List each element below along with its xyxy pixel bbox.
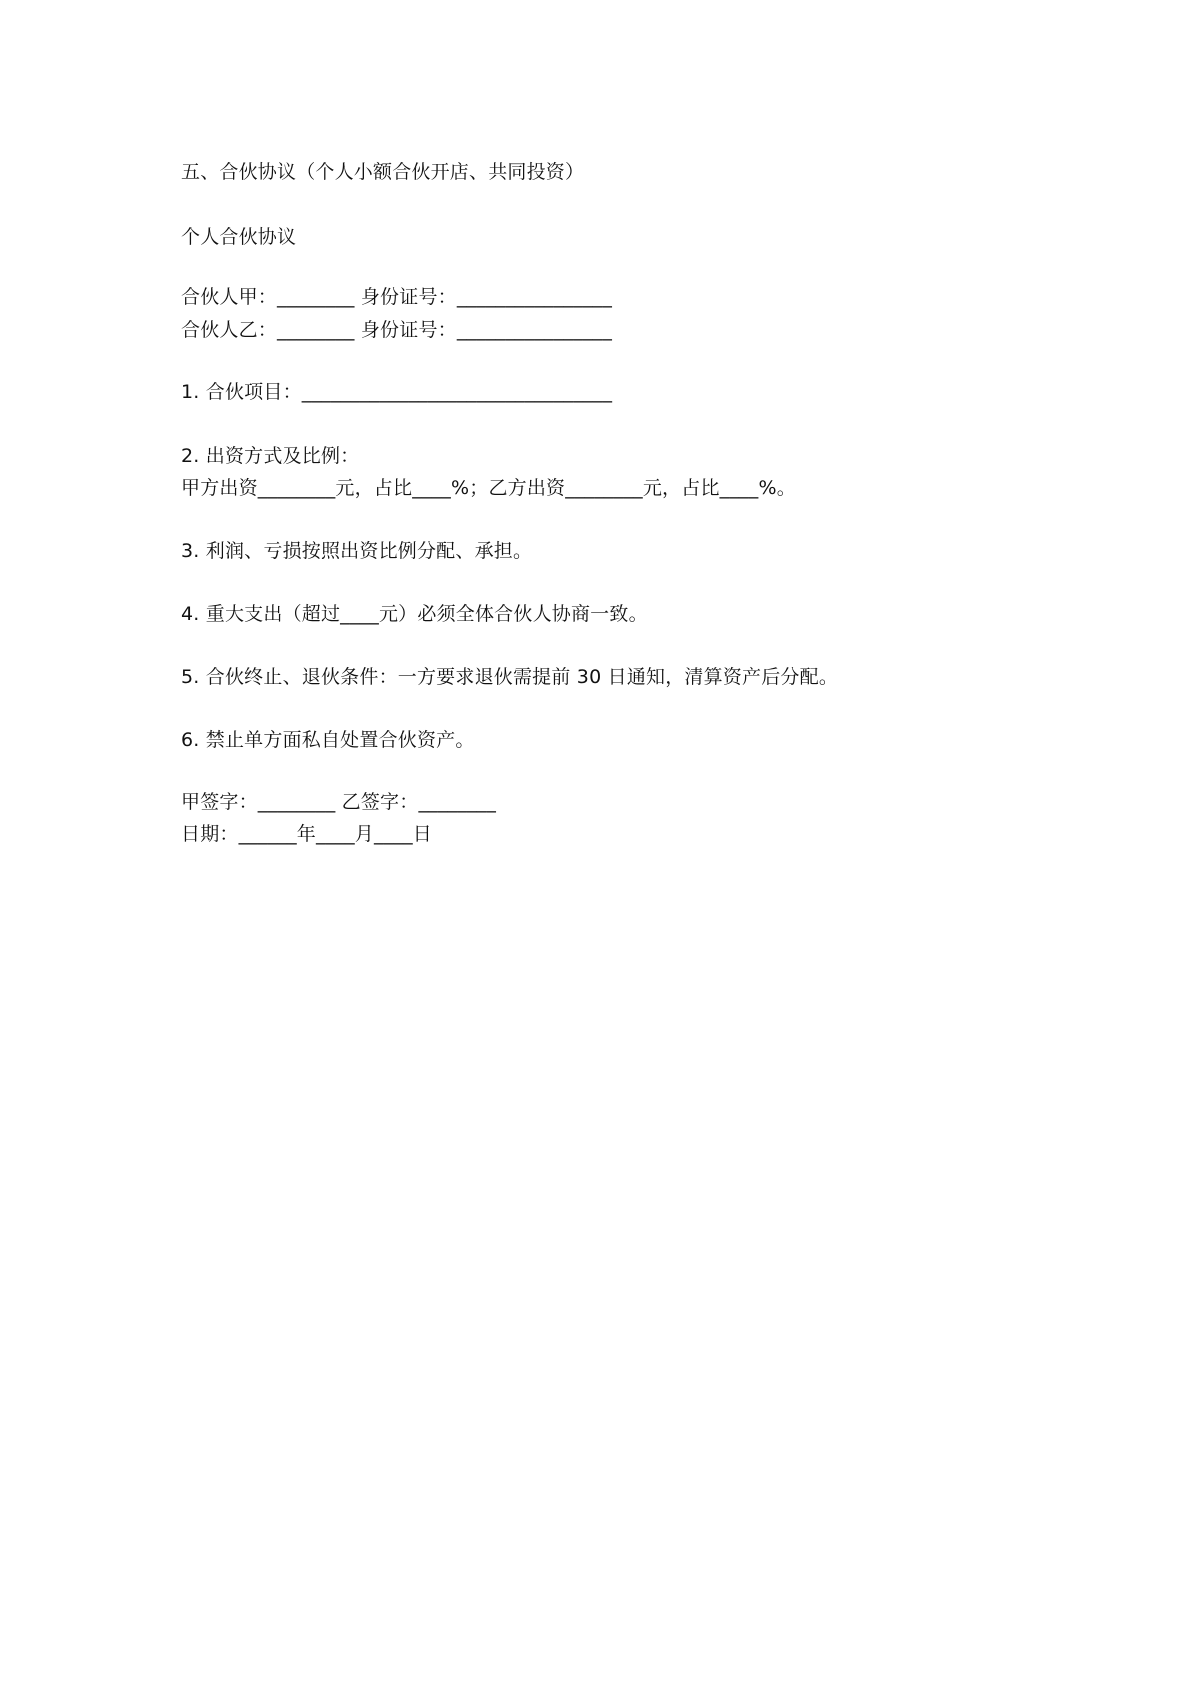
signature-line: 甲签字：________ 乙签字：________ — [181, 791, 497, 813]
clause-1: 1. 合伙项目：________________________________ — [181, 381, 613, 403]
clause-3: 3. 利润、亏损按照出资比例分配、承担。 — [181, 540, 533, 562]
clause-5: 5. 合伙终止、退伙条件：一方要求退伙需提前 30 日通知，清算资产后分配。 — [181, 666, 839, 688]
section-heading: 五、合伙协议（个人小额合伙开店、共同投资） — [181, 161, 585, 183]
partner-a-line: 合伙人甲：________ 身份证号：________________ — [181, 286, 613, 308]
clause-2-heading: 2. 出资方式及比例： — [181, 445, 360, 467]
date-line: 日期：______年____月____日 — [181, 823, 433, 845]
clause-2-detail: 甲方出资________元，占比____%；乙方出资________元，占比____%。 — [181, 477, 796, 499]
clause-6: 6. 禁止单方面私自处置合伙资产。 — [181, 729, 475, 751]
partner-b-line: 合伙人乙：________ 身份证号：________________ — [181, 319, 613, 341]
clause-4: 4. 重大支出（超过____元）必须全体合伙人协商一致。 — [181, 603, 648, 625]
document-title: 个人合伙协议 — [181, 226, 297, 248]
